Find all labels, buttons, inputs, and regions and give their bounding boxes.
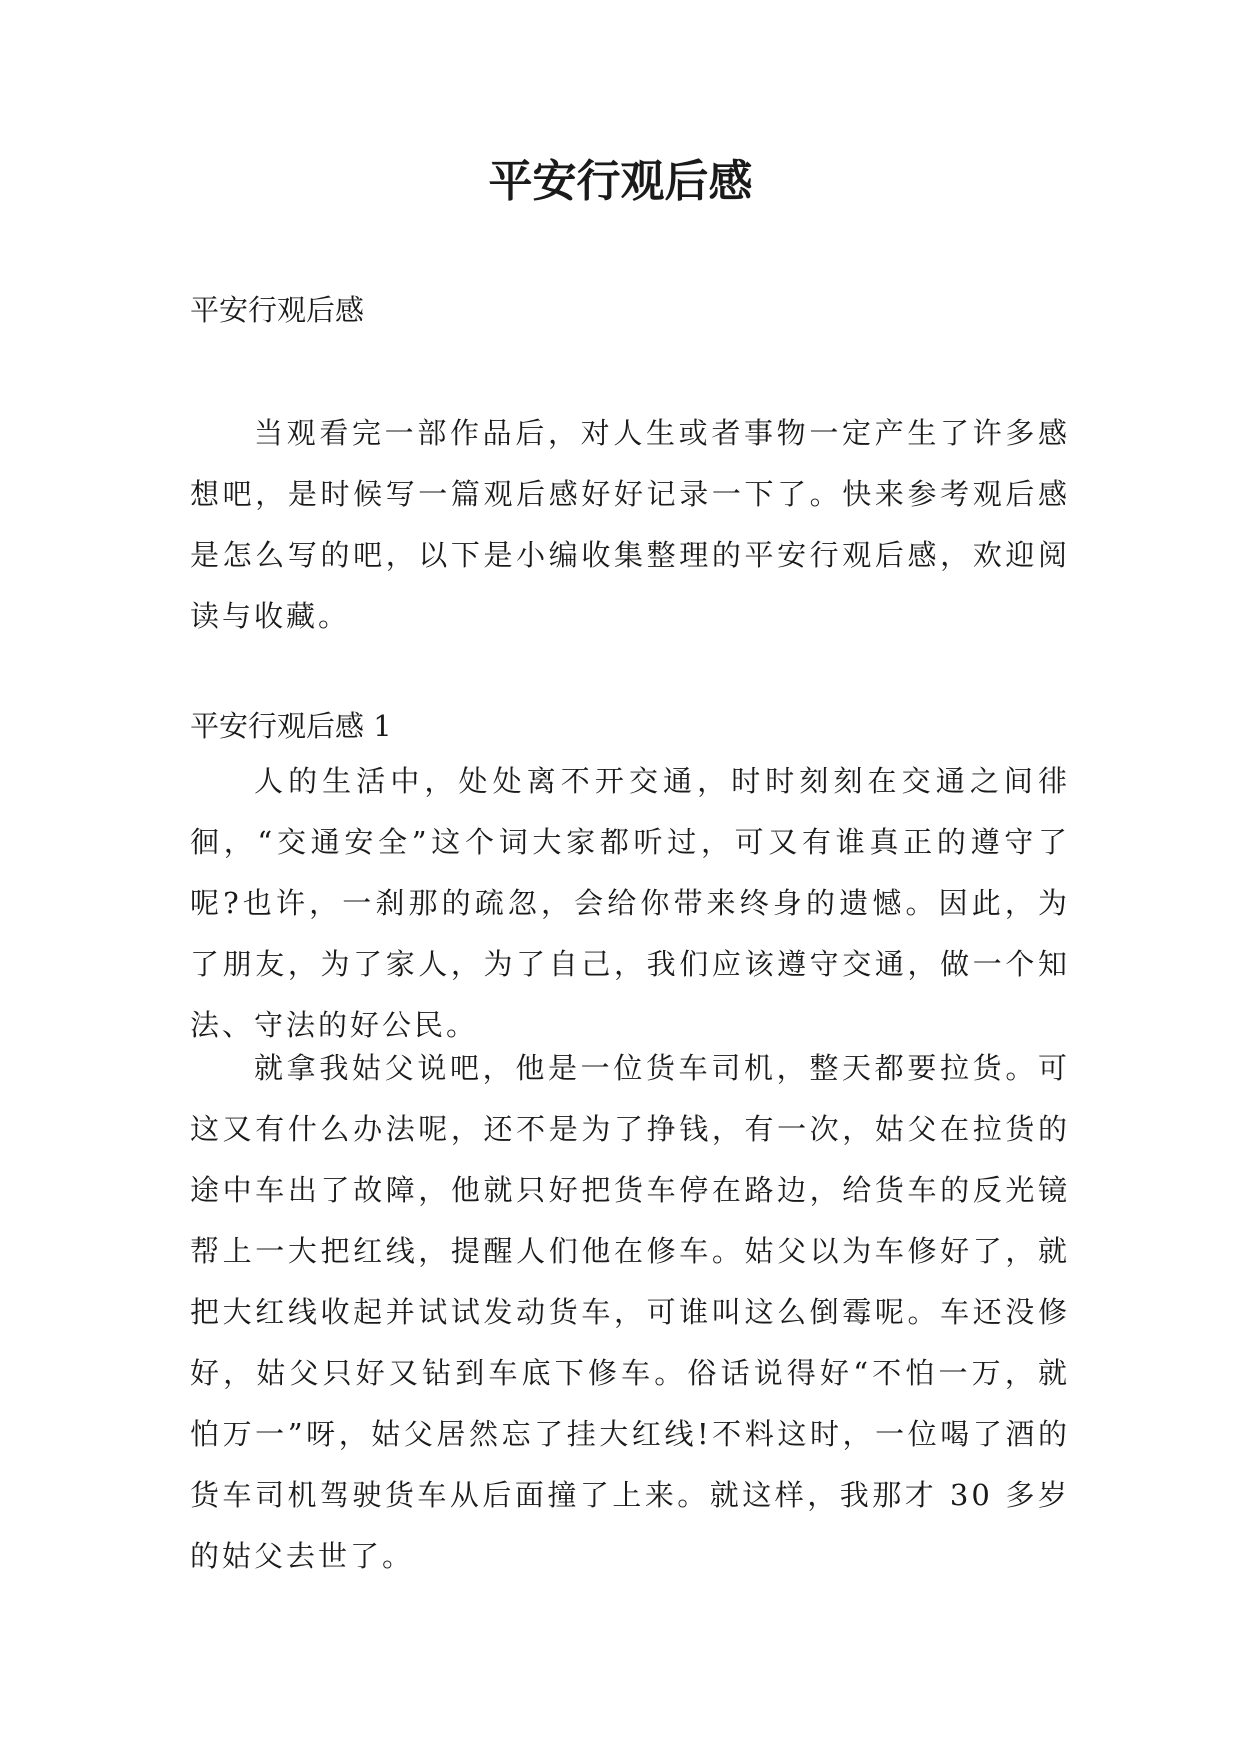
document-title: 平安行观后感 bbox=[488, 156, 753, 207]
document-subtitle: 平安行观后感 bbox=[190, 293, 365, 327]
body-paragraph-1: 人的生活中，处处离不开交通，时时刻刻在交通之间徘徊，“交通安全”这个词大家都听过，可又有谁真正的遵守了呢?也许，一刹那的疏忽，会给你带来终身的遗憾。因此，为了朋友，为了家人，为了自己，我们应该遵守交通，做一个知法、守法的好公民。 bbox=[190, 764, 1070, 1042]
section-heading: 平安行观后感 1 bbox=[190, 709, 392, 743]
intro-paragraph: 当观看完一部作品后，对人生或者事物一定产生了许多感想吧，是时候写一篇观后感好好记录一下了。快来参考观后感是怎么写的吧，以下是小编收集整理的平安行观后感，欢迎阅读与收藏。 bbox=[190, 416, 1070, 633]
body-paragraph-2: 就拿我姑父说吧，他是一位货车司机，整天都要拉货。可这又有什么办法呢，还不是为了挣钱，有一次，姑父在拉货的途中车出了故障，他就只好把货车停在路边，给货车的反光镜帮上一大把红线，提醒人们他在修车。姑父以为车修好了，就把大红线收起并试试发动货车，可谁叫这么倒霉呢。车还没修好，姑父只好又钻到车底下修车。俗话说得好“不怕一万，就怕万一”呀，姑父居然忘了挂大红线!不料这时，一位喝了酒的货车司机驾驶货车从后面撞了上来。就这样，我那才 30 多岁的姑父去世了。 bbox=[190, 1051, 1070, 1573]
